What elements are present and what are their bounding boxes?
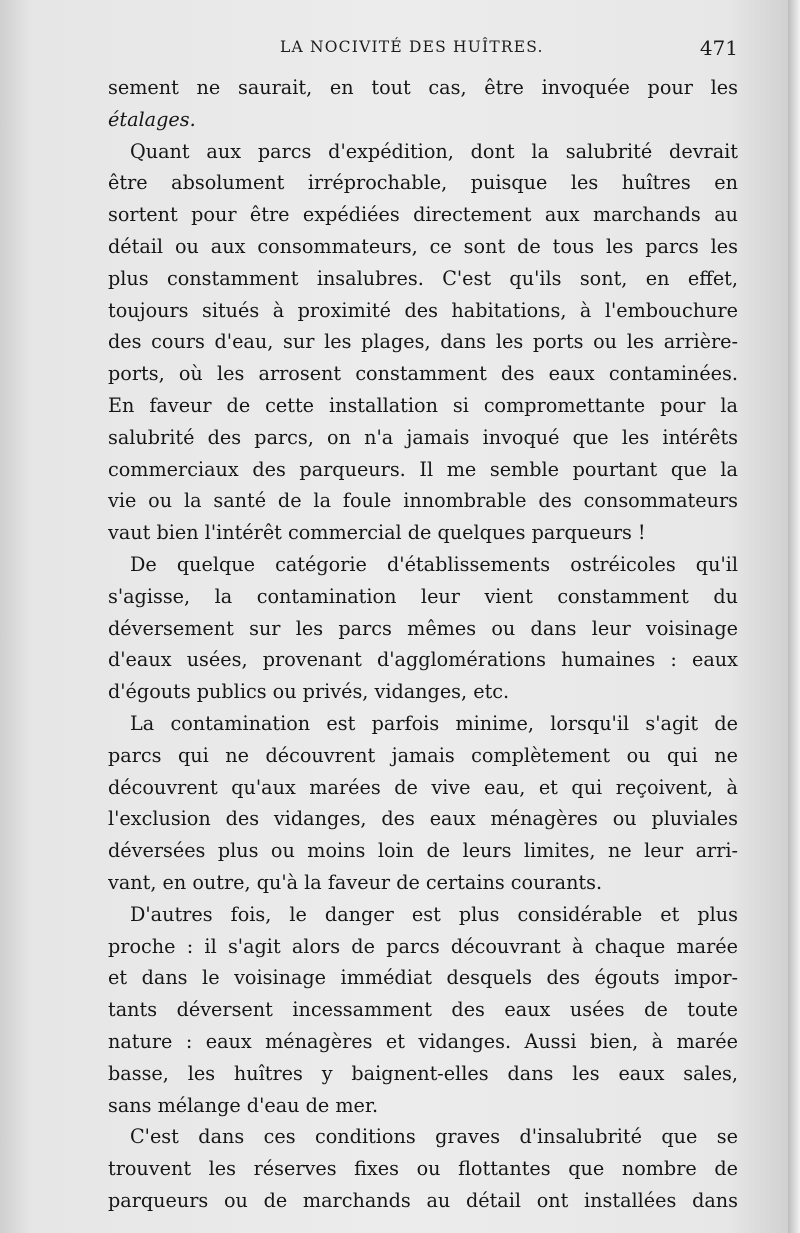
text-line: sans mélange d'eau de mer. bbox=[108, 1093, 379, 1117]
running-title: LA NOCIVITÉ DES HUÎTRES. bbox=[280, 38, 544, 56]
text-line: l'exclusion des vidanges, des eaux ménagères ou pluviales bbox=[108, 807, 738, 831]
text-line: détail ou aux consommateurs, ce sont de tous les parcs les bbox=[108, 234, 738, 258]
body-text bbox=[108, 72, 738, 1217]
text-line: déversées plus ou moins loin de leurs limites, ne leur arri- bbox=[108, 839, 738, 863]
text-line: D'autres fois, le danger est plus considérable et plus bbox=[130, 902, 738, 926]
text-line: des cours d'eau, sur les plages, dans les ports ou les arrière- bbox=[108, 330, 738, 354]
text-line: nature : eaux ménagères et vidanges. Aussi bien, à marée bbox=[108, 1029, 738, 1053]
text-line: tants déversent incessamment des eaux usées de toute bbox=[108, 998, 738, 1022]
text-line: salubrité des parcs, on n'a jamais invoqué que les intérêts bbox=[108, 425, 738, 449]
text-line: parcs qui ne découvrent jamais complètement ou qui ne bbox=[108, 743, 738, 767]
paragraph bbox=[108, 549, 738, 708]
page-edge bbox=[788, 0, 800, 1233]
paragraph bbox=[108, 899, 738, 1122]
text-line: s'agisse, la contamination leur vient constamment du bbox=[108, 584, 738, 608]
text-line: déversement sur les parcs mêmes ou dans leur voisinage bbox=[108, 616, 738, 640]
text-line: découvrent qu'aux marées de vive eau, et qui reçoivent, à bbox=[108, 775, 738, 799]
text-line: vie ou la santé de la foule innombrable des consommateurs bbox=[108, 489, 738, 513]
text-line: ports, où les arrosent constamment des eaux contaminées. bbox=[108, 362, 738, 386]
paragraph bbox=[108, 1121, 738, 1216]
text-line: toujours situés à proximité des habitations, à l'embouchure bbox=[108, 298, 738, 322]
page-number: 471 bbox=[699, 36, 738, 60]
text-line: être absolument irréprochable, puisque les huîtres en bbox=[108, 171, 738, 195]
paragraph bbox=[108, 72, 738, 136]
text-line: Quant aux parcs d'expédition, dont la salubrité devrait bbox=[130, 139, 738, 163]
text-line: basse, les huîtres y baignent-elles dans les eaux sales, bbox=[108, 1061, 738, 1085]
text-line: d'égouts publics ou privés, vidanges, etc. bbox=[108, 680, 510, 704]
paragraph bbox=[108, 136, 738, 549]
text-line: plus constamment insalubres. C'est qu'ils sont, en effet, bbox=[108, 266, 738, 290]
text-line: trouvent les réserves fixes ou flottantes que nombre de bbox=[108, 1157, 738, 1181]
text-line: En faveur de cette installation si compromettante pour la bbox=[108, 393, 738, 417]
text-line: La contamination est parfois minime, lorsqu'il s'agit de bbox=[130, 711, 738, 735]
text-line: vant, en outre, qu'à la faveur de certains courants. bbox=[108, 870, 603, 894]
text-line: De quelque catégorie d'établissements ostréicoles qu'il bbox=[130, 552, 738, 576]
text-line: sortent pour être expédiées directement aux marchands au bbox=[108, 203, 738, 227]
text-line: sement ne saurait, en tout cas, être invoquée pour les bbox=[108, 76, 738, 99]
paragraph bbox=[108, 708, 738, 899]
text-line: vaut bien l'intérêt commercial de quelques parqueurs ! bbox=[108, 521, 646, 545]
page-header bbox=[108, 36, 738, 66]
text-line: et dans le voisinage immédiat desquels des égouts impor- bbox=[108, 966, 738, 990]
text-line: parqueurs ou de marchands au détail ont installées dans bbox=[108, 1188, 738, 1212]
text-line: étalages. bbox=[108, 107, 196, 131]
text-line: d'eaux usées, provenant d'agglomérations humaines : eaux bbox=[108, 648, 738, 672]
text-line: proche : il s'agit alors de parcs découvrant à chaque marée bbox=[108, 934, 738, 958]
text-line: C'est dans ces conditions graves d'insalubrité que se bbox=[130, 1125, 738, 1149]
text-line: commerciaux des parqueurs. Il me semble pourtant que la bbox=[108, 457, 738, 481]
